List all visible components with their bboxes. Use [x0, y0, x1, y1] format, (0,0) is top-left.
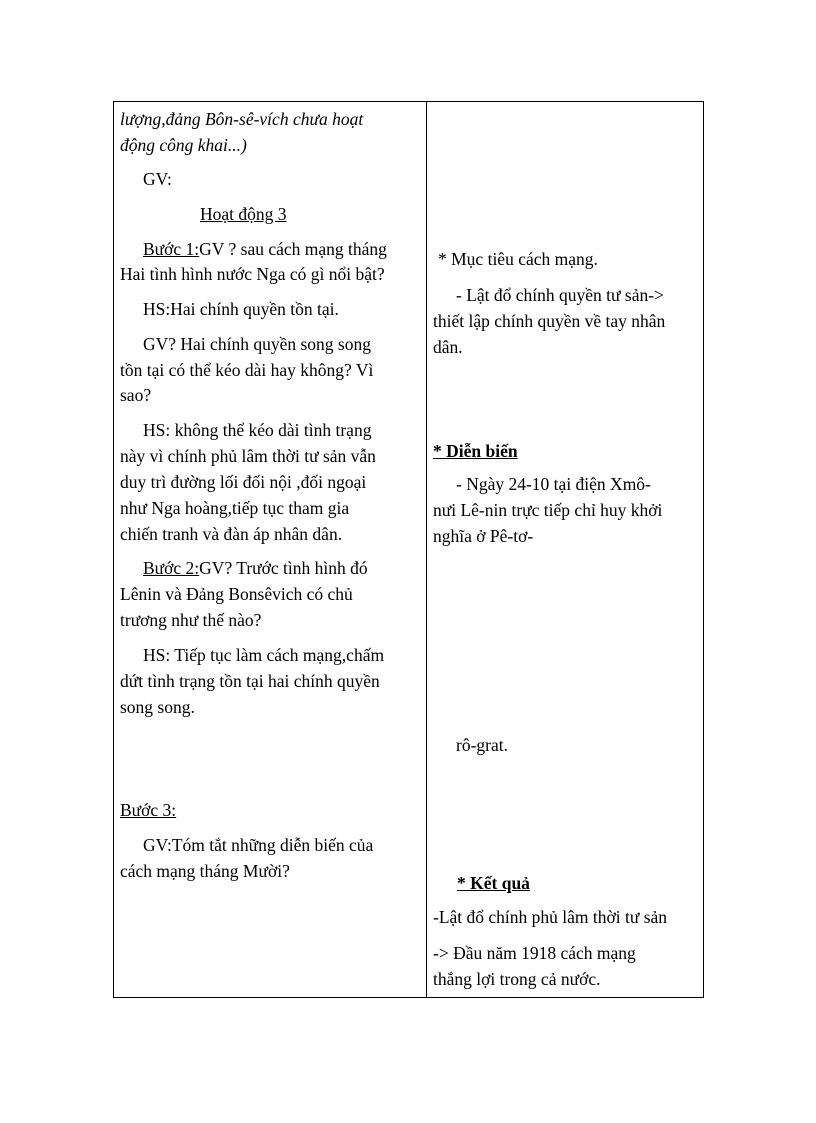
- goal-line-2: thiết lập chính quyền về tay nhân: [433, 311, 666, 331]
- result-line-3: thắng lợi trong cả nước.: [433, 969, 601, 989]
- step2-text-1: GV? Trước tình hình đó: [199, 558, 368, 578]
- step1-line-2: Hai tình hình nước Nga có gì nổi bật?: [120, 264, 385, 284]
- result-line-1: -Lật đổ chính phủ lâm thời tư sản: [433, 907, 668, 927]
- hs2-line-1: HS: không thể kéo dài tình trạng: [143, 420, 372, 440]
- result-line-2: -> Đầu năm 1918 cách mạng: [433, 943, 636, 963]
- events-line-3: nghĩa ở Pê-tơ-: [433, 526, 534, 546]
- step2-line-3: trương như thế nào?: [120, 610, 262, 630]
- step2-line-1: [143, 555, 368, 581]
- hs1-text: HS:Hai chính quyền tồn tại.: [143, 299, 339, 319]
- step1-line-1: [143, 236, 387, 262]
- gv2-line-1: GV? Hai chính quyền song song: [143, 334, 371, 354]
- result-heading: * Kết quả: [457, 873, 530, 893]
- hs2-line-5: chiến tranh và đàn áp nhân dân.: [120, 524, 343, 544]
- events-heading: * Diễn biến: [433, 441, 518, 461]
- hs3-line-3: song song.: [120, 697, 195, 717]
- step2-label: Bước 2:: [143, 558, 200, 578]
- goal-heading: * Mục tiêu cách mạng.: [438, 249, 598, 269]
- goal-line-1: - Lật đổ chính quyền tư sản->: [456, 285, 664, 305]
- activity-heading: Hoạt động 3: [200, 204, 287, 224]
- intro-line-1: lượng,đảng Bôn-sê-vích chưa hoạt: [120, 109, 364, 129]
- events-line-2: nưi Lê-nin trực tiếp chỉ huy khởi: [433, 500, 663, 520]
- gv2-line-3: sao?: [120, 385, 152, 405]
- gv-label: GV:: [143, 169, 172, 189]
- goal-line-3: dân.: [433, 337, 463, 357]
- lesson-table: [113, 101, 704, 998]
- intro-line-2: động công khai...): [120, 135, 247, 155]
- column-divider: [426, 102, 427, 997]
- step1-label: Bước 1:: [143, 239, 200, 259]
- hs2-line-3: duy trì đường lối đối nội ,đối ngoại: [120, 472, 367, 492]
- step3-label: Bước 3:: [120, 800, 177, 820]
- hs3-line-1: HS: Tiếp tục làm cách mạng,chấm: [143, 645, 385, 665]
- gv2-line-2: tồn tại có thể kéo dài hay không? Vì: [120, 360, 374, 380]
- gv3-line-1: GV:Tóm tắt những diễn biến của: [143, 835, 374, 855]
- events-line-1: - Ngày 24-10 tại điện Xmô-: [456, 474, 651, 494]
- hs2-line-2: này vì chính phủ lâm thời tư sản vẫn: [120, 446, 376, 466]
- hs3-line-2: dứt tình trạng tồn tại hai chính quyền: [120, 671, 380, 691]
- gv3-line-2: cách mạng tháng Mười?: [120, 861, 290, 881]
- step2-line-2: Lênin và Đảng Bonsêvich có chủ: [120, 584, 353, 604]
- hs2-line-4: như Nga hoàng,tiếp tục tham gia: [120, 498, 350, 518]
- step1-text-1: GV ? sau cách mạng tháng: [199, 239, 387, 259]
- events-continued: rô-grat.: [456, 735, 508, 755]
